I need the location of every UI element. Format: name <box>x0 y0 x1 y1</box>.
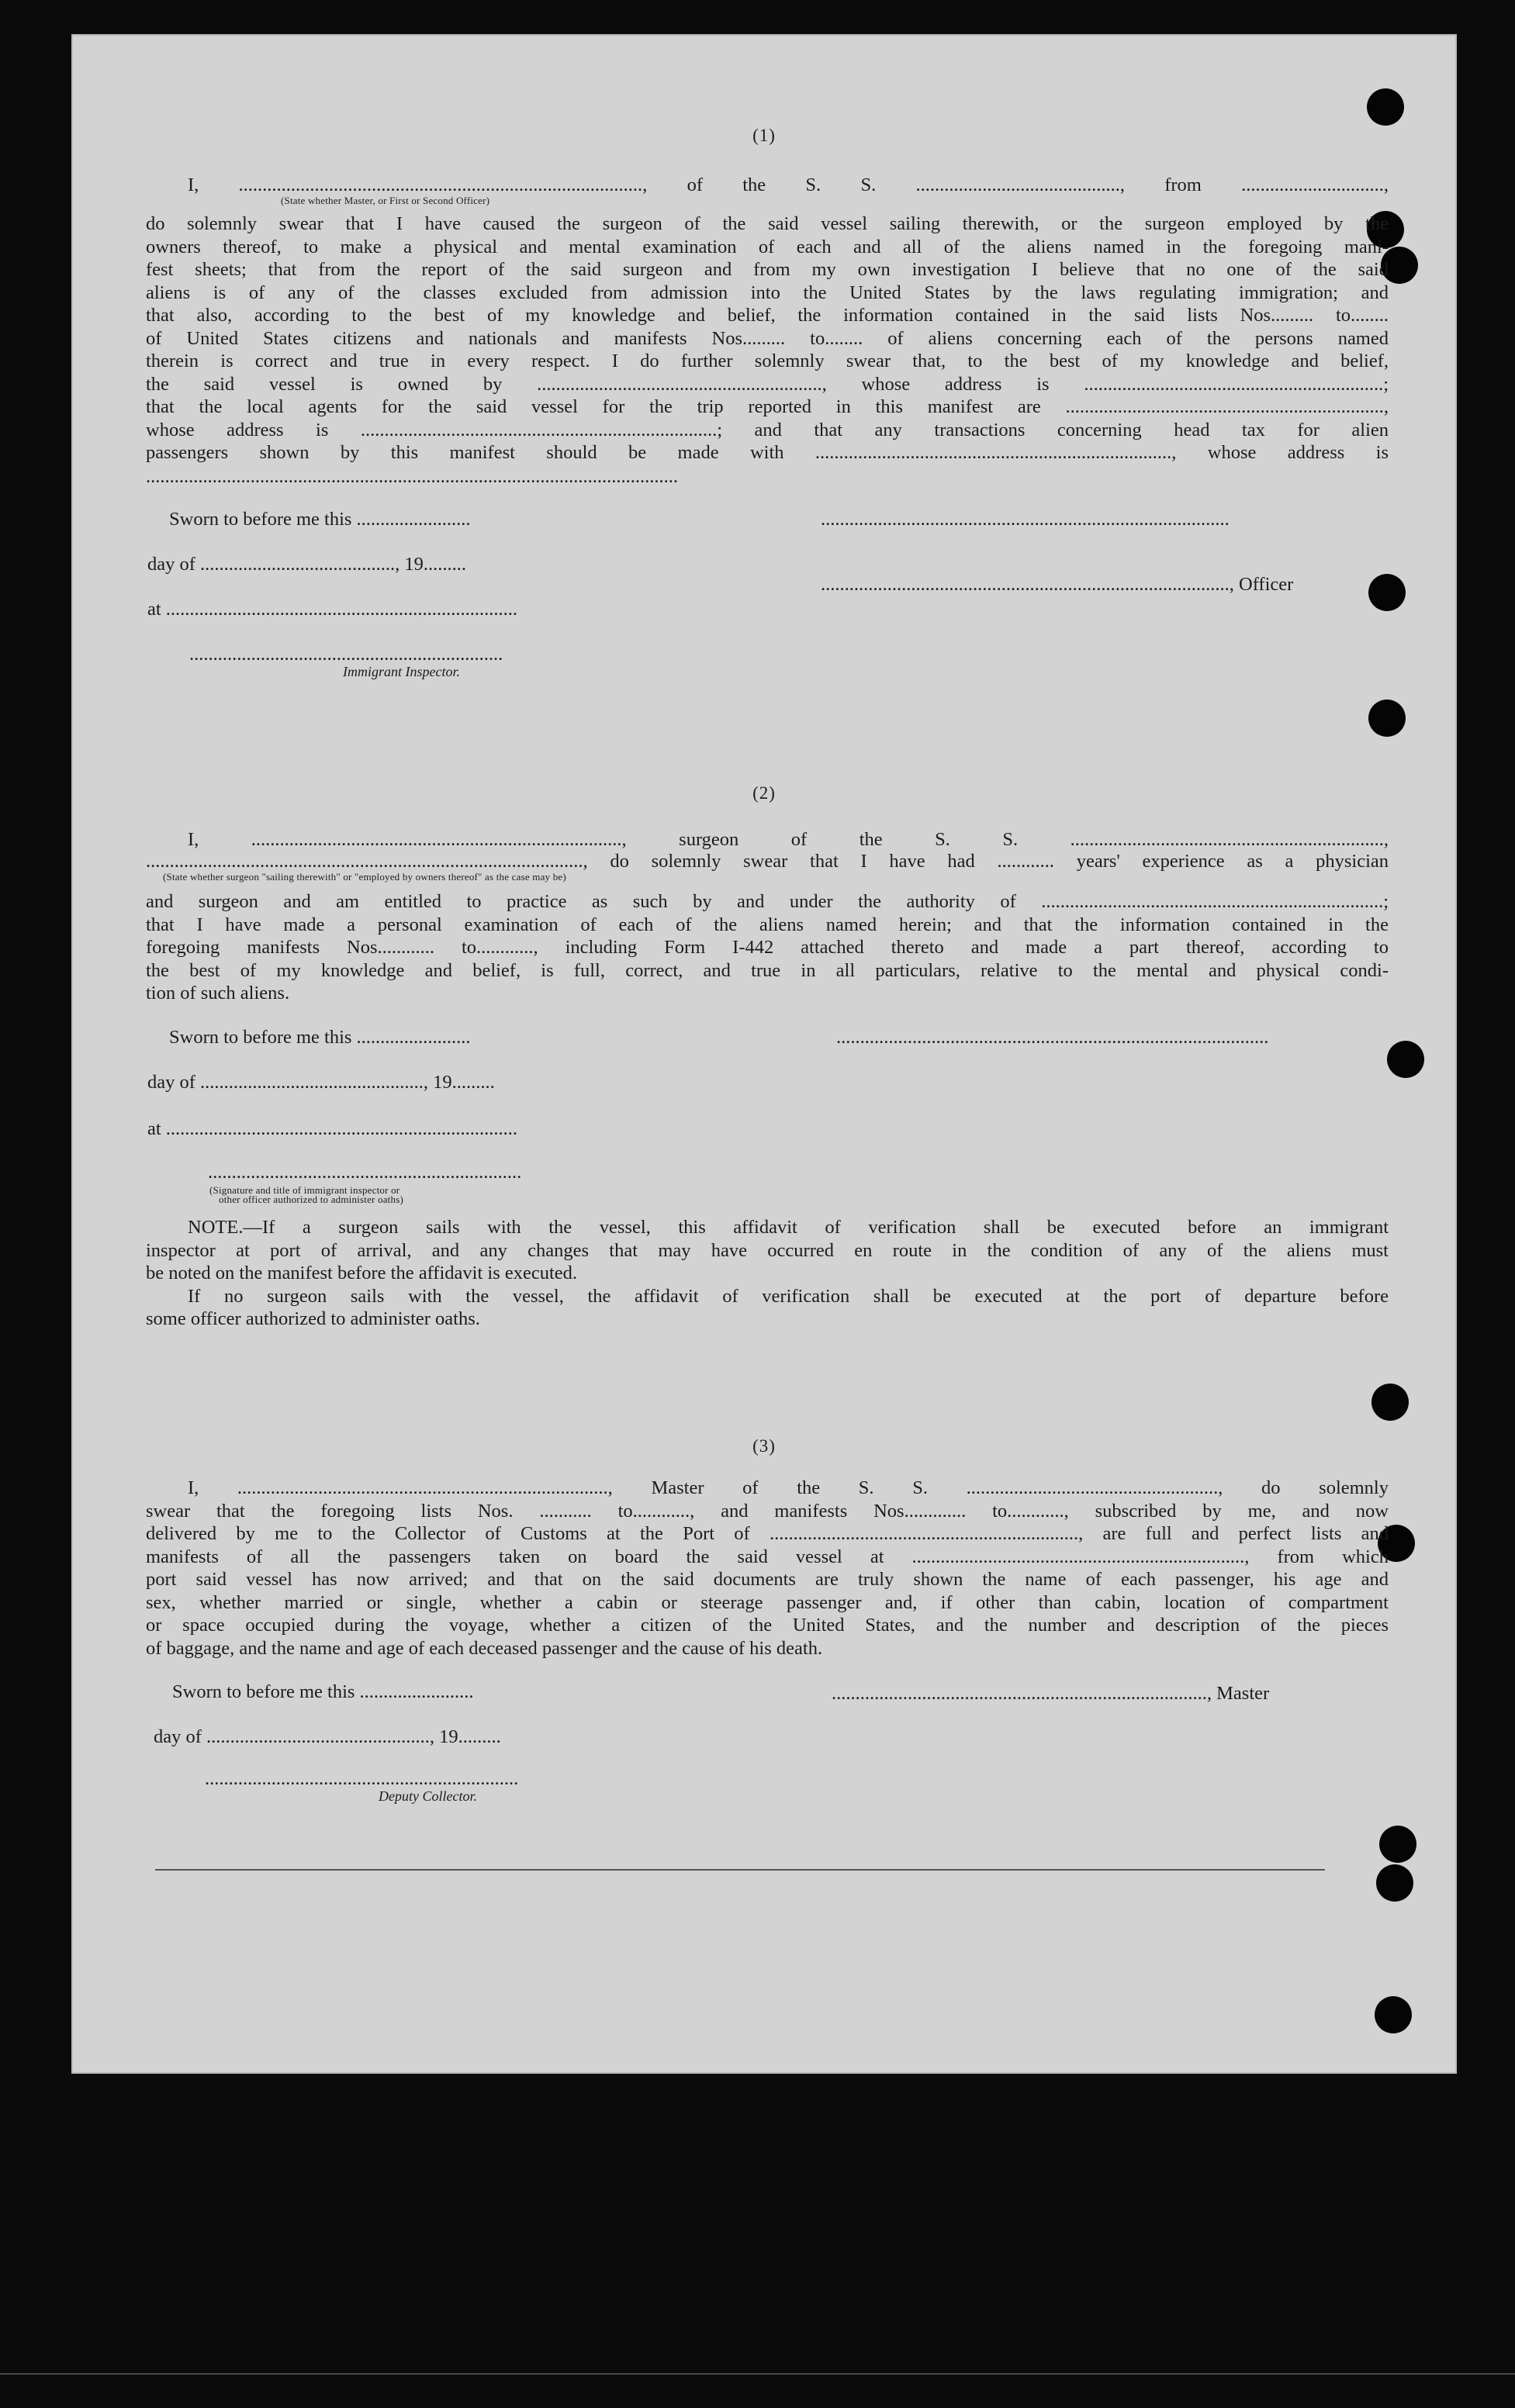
section-2-second-line[interactable]: ............................................................................................, do solemnly swear that I have had ............ years' experience as a physician <box>146 851 1389 872</box>
section-2-para-line-1[interactable]: and surgeon and am entitled to practice as such by and under the authority of ........................................................................; <box>146 891 1389 912</box>
section-3-para-line-2[interactable]: swear that the foregoing lists Nos. ........... to............, and manifests Nos............. to............, subscribed by me, and now <box>146 1500 1389 1522</box>
section-2-sig-caption-1: (Signature and title of immigrant inspector or <box>209 1184 400 1196</box>
section-2-note-last: be noted on the manifest before the affidavit is executed. <box>146 1263 578 1283</box>
manifest-page <box>71 34 1457 2074</box>
section-1-signature-line[interactable]: ...................................................................................... <box>821 509 1230 530</box>
section-1-para-line-1: do solemnly swear that I have caused the surgeon of the said vessel sailing therewith, or the surgeon employed by the <box>146 213 1389 234</box>
scan-border-line <box>0 2373 1515 2375</box>
section-3-para-line-5: port said vessel has now arrived; and that on the said documents are truly shown the name of each passenger, his age and <box>146 1569 1389 1590</box>
section-1-para-line-5: that also, according to the best of my knowledge and belief, the information contained in the said lists Nos......... to........ <box>146 305 1389 326</box>
punch-hole-10 <box>1376 1864 1413 1902</box>
section-1-para-line-2: owners thereof, to make a physical and mental examination of each and all of the aliens named in the foregoing mani- <box>146 236 1389 257</box>
section-1-para-line-9[interactable]: that the local agents for the said vessel for the trip reported in this manifest are ..................................................................., <box>146 396 1389 417</box>
punch-hole-11 <box>1375 1996 1412 2033</box>
section-1-para-line-3: fest sheets; that from the report of the said surgeon and from my own investigation I believe that no one of the said <box>146 259 1389 280</box>
punch-hole-6 <box>1387 1041 1424 1078</box>
section-1-para-line-7: therein is correct and true in every respect. I do further solemnly swear that, to the best of my knowledge and belief, <box>146 351 1389 371</box>
section-2-at[interactable]: at .......................................................................... <box>147 1118 518 1139</box>
section-2-para-last: tion of such aliens. <box>146 983 290 1004</box>
section-3-para-line-7: or space occupied during the voyage, whether a citizen of the United States, and the number and description of the pieces <box>146 1615 1389 1636</box>
section-1-inspector-label: Immigrant Inspector. <box>343 664 460 679</box>
section-3-collector-line[interactable]: .................................................................. <box>205 1768 519 1789</box>
section-1-para-line-11[interactable]: passengers shown by this manifest should be made with ..........................................................................., whose address is <box>146 442 1389 463</box>
section-1-first-line[interactable]: I, ....................................................................................., of the S. S. ..........................................., from .............................., <box>188 174 1389 195</box>
section-1-last-line[interactable]: ................................................................................................................ <box>146 466 678 487</box>
section-2-para-line-2: that I have made a personal examination of each of the aliens named herein; and that the information contained in the <box>146 914 1389 935</box>
section-2-note-line-1: NOTE.—If a surgeon sails with the vessel, this affidavit of verification shall be executed before an immigrant <box>188 1217 1389 1238</box>
section-1-day[interactable]: day of ........................................., 19......... <box>147 554 467 575</box>
punch-hole-1 <box>1367 88 1404 126</box>
section-3-para-line-4[interactable]: manifests of all the passengers taken on board the said vessel at ......................................................................, from which <box>146 1546 1389 1567</box>
section-3-number: (3) <box>752 1436 776 1456</box>
punch-hole-5 <box>1368 700 1406 737</box>
section-2-first-line[interactable]: I, .............................................................................., surgeon of the S. S. .................................................................., <box>188 829 1389 850</box>
section-2-note2: If no surgeon sails with the vessel, the affidavit of verification shall be executed at the port of departure before <box>188 1285 1389 1307</box>
punch-hole-9 <box>1379 1826 1416 1863</box>
section-3-day[interactable]: day of ..............................................., 19......... <box>154 1726 501 1747</box>
section-1-inspector-line[interactable]: .................................................................. <box>189 644 503 665</box>
section-3-collector-label: Deputy Collector. <box>379 1788 477 1804</box>
section-1-para-line-10[interactable]: whose address is ...........................................................................; and that any transactions concerning head tax for alien <box>146 419 1389 440</box>
section-2-sworn[interactable]: Sworn to before me this ........................ <box>169 1027 471 1048</box>
section-2-para-line-4: the best of my knowledge and belief, is full, correct, and true in all particulars, relative to the mental and physical condi- <box>146 959 1389 981</box>
punch-hole-7 <box>1371 1384 1409 1421</box>
punch-hole-4 <box>1368 574 1406 611</box>
section-2-signature-line[interactable]: ........................................................................................... <box>836 1027 1269 1048</box>
section-2-note2-last: some officer authorized to administer oaths. <box>146 1308 480 1329</box>
section-1-sworn[interactable]: Sworn to before me this ........................ <box>169 509 471 530</box>
section-3-para-line-3[interactable]: delivered by me to the Collector of Customs at the Port of ................................................................., are full and perfect lists and <box>146 1523 1389 1544</box>
section-1-number: (1) <box>752 126 776 145</box>
section-2-caption: (State whether surgeon "sailing therewith" or "employed by owners thereof" as the case may be) <box>163 871 566 883</box>
bottom-rule <box>155 1869 1325 1871</box>
section-1-para-line-8[interactable]: the said vessel is owned by ............................................................, whose address is ...............................................................; <box>146 373 1389 395</box>
section-2-para-line-3[interactable]: foregoing manifests Nos............ to............, including Form I-442 attached thereto and made a part thereof, according to <box>146 937 1389 958</box>
section-3-sworn[interactable]: Sworn to before me this ........................ <box>172 1681 474 1702</box>
section-1-caption: (State whether Master, or First or Second Officer) <box>281 195 490 206</box>
section-3-para-last: of baggage, and the name and age of each deceased passenger and the cause of his death. <box>146 1637 823 1659</box>
section-1-at[interactable]: at .......................................................................... <box>147 599 518 620</box>
section-1-officer[interactable]: ......................................................................................, Officer <box>821 574 1294 595</box>
section-2-note-line-2: inspector at port of arrival, and any changes that may have occurred en route in the condition of any of the aliens must <box>146 1239 1389 1261</box>
section-2-sig-caption-2: other officer authorized to administer oaths) <box>219 1194 403 1205</box>
section-2-inspector-line[interactable]: .................................................................. <box>208 1162 522 1183</box>
section-3-para-line-1[interactable]: I, .............................................................................., Master of the S. S. ....................................................., do solemnly <box>188 1477 1389 1498</box>
section-1-para-line-4: aliens is of any of the classes excluded from admission into the United States by the laws regulating immigration; and <box>146 282 1389 303</box>
section-3-master[interactable]: ..............................................................................., Master <box>832 1683 1270 1704</box>
section-1-para-line-6: of United States citizens and nationals and manifests Nos......... to........ of aliens concerning each of the persons named <box>146 327 1389 349</box>
section-2-number: (2) <box>752 783 776 803</box>
section-3-para-line-6: sex, whether married or single, whether a cabin or steerage passenger and, if other than cabin, location of compartment <box>146 1591 1389 1613</box>
section-2-day[interactable]: day of ..............................................., 19......... <box>147 1072 495 1093</box>
